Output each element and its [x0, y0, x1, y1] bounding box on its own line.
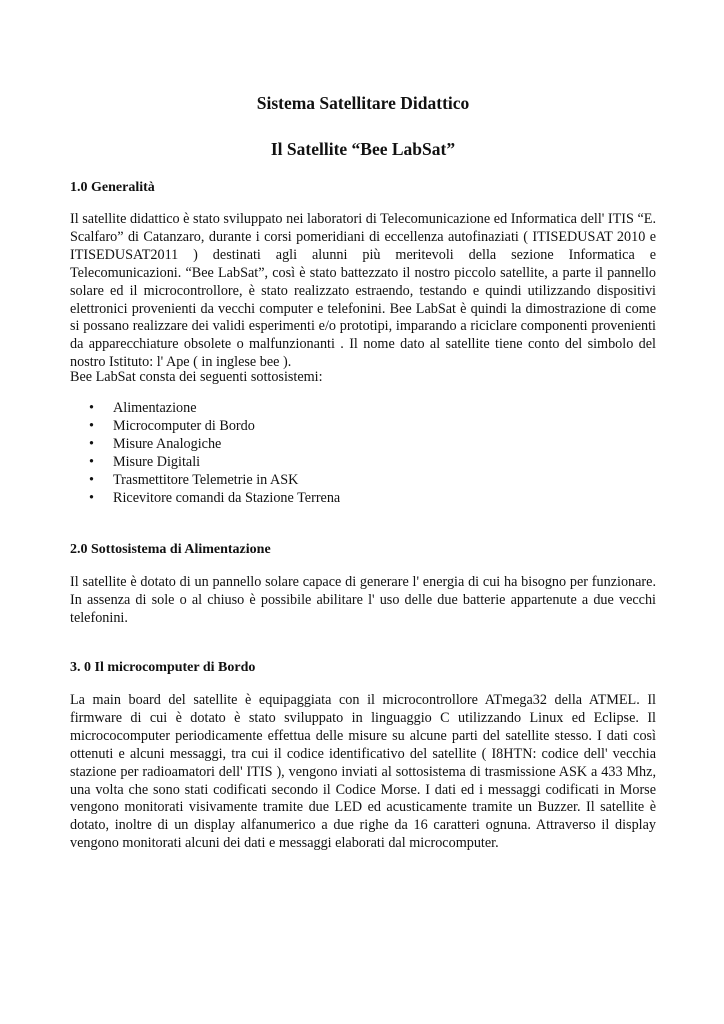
section-paragraph-microcomputer: La main board del satellite è equipaggiata con il microcontrollore ATmega32 della ATMEL. Il firmware di cui è dotato è stato sviluppato in linguaggio C utilizzando Linux ed Eclipse. Il micrococomputer periodicamente effettua delle misure su alcune parti del satellite stesso. I dati così ottenuti e alcuni messaggi, tra cui il codice identificativo del satellite ( I8HTN: codice dell' vecchia stazione per radioamatori dell' ITIS ), vengono inviati al sottosistema di trasmissione ASK a 433 Mhz, una volta che sono stati codificati secondo il Codice Morse. I dati ed i messaggi codificati in Morse vengono monitorati visivamente tramite due LED ed acusticamente tramite un Buzzer. Il satellite è dotato, inoltre di un display alfanumerico a due righe da 16 caratteri ognuna. Attraverso il display vengono monitorati alcuni dei dati e messaggi elaborati dal microcomputer. [70, 692, 656, 852]
list-item-label: Trasmettitore Telemetrie in ASK [113, 471, 299, 488]
document-subtitle: Il Satellite “Bee LabSat” [270, 139, 456, 159]
section-heading-microcomputer: 3. 0 Il microcomputer di Bordo [70, 660, 256, 675]
bullet-icon: • [89, 489, 94, 506]
list-item [70, 472, 340, 490]
bullet-icon: • [89, 435, 94, 452]
bullet-icon: • [89, 400, 94, 416]
list-item-label: Ricevitore comandi da Stazione Terrena [113, 489, 341, 506]
subsystems-list [70, 400, 340, 507]
section-heading-alimentazione: 2.0 Sottosistema di Alimentazione [70, 542, 271, 557]
list-item [70, 490, 340, 508]
section-paragraph-generalita: Il satellite didattico è stato sviluppato nei laboratori di Telecomunicazione ed Informatica dell' ITIS “E. Scalfaro” di Catanzaro, durante i corsi pomeridiani di eccellenza autofinaziati ( ITISEDUSAT 2010 e ITISEDUSAT2011 ) destinati agli alunni più meritevoli della sezione Informatica e Telecomunicazioni. “Bee LabSat”, così è stato battezzato il nostro piccolo satellite, a parte il pannello solare ed il microcontrollore, è stato realizzato estraendo, testando e quindi utilizzando dispositivi elettronici provenienti da vecchi computer e telefonini. Bee LabSat è quindi la dimostrazione di come si possano realizzare dei validi esperimenti e/o prototipi, imparando a riciclare componenti provenienti da apparecchiature obsolete o malfunzionanti . Il nome dato al satellite tiene conto del simbolo del nostro Istituto: l' Ape ( in inglese bee ). [70, 211, 656, 371]
document-title: Sistema Satellitare Didattico [256, 93, 470, 113]
bullet-icon: • [89, 417, 94, 434]
list-item-label: Alimentazione [113, 400, 197, 416]
list-item-label: Misure Analogiche [113, 435, 222, 452]
list-item [70, 454, 340, 472]
list-item [70, 418, 340, 436]
bullet-icon: • [89, 453, 94, 470]
subsystems-intro: Bee LabSat consta dei seguenti sottosistemi: [70, 369, 323, 385]
section-heading-generalita: 1.0 Generalità [70, 180, 155, 195]
list-item [70, 400, 340, 418]
section-paragraph-alimentazione: Il satellite è dotato di un pannello solare capace di generare l' energia di cui ha bisogno per funzionare. In assenza di sole o al chiuso è possibile abilitare l' uso delle due batterie appartenute a due vecchi telefonini. [70, 574, 656, 626]
list-item [70, 436, 340, 454]
list-item-label: Misure Digitali [113, 453, 201, 470]
list-item-label: Microcomputer di Bordo [113, 417, 255, 434]
bullet-icon: • [89, 471, 94, 488]
